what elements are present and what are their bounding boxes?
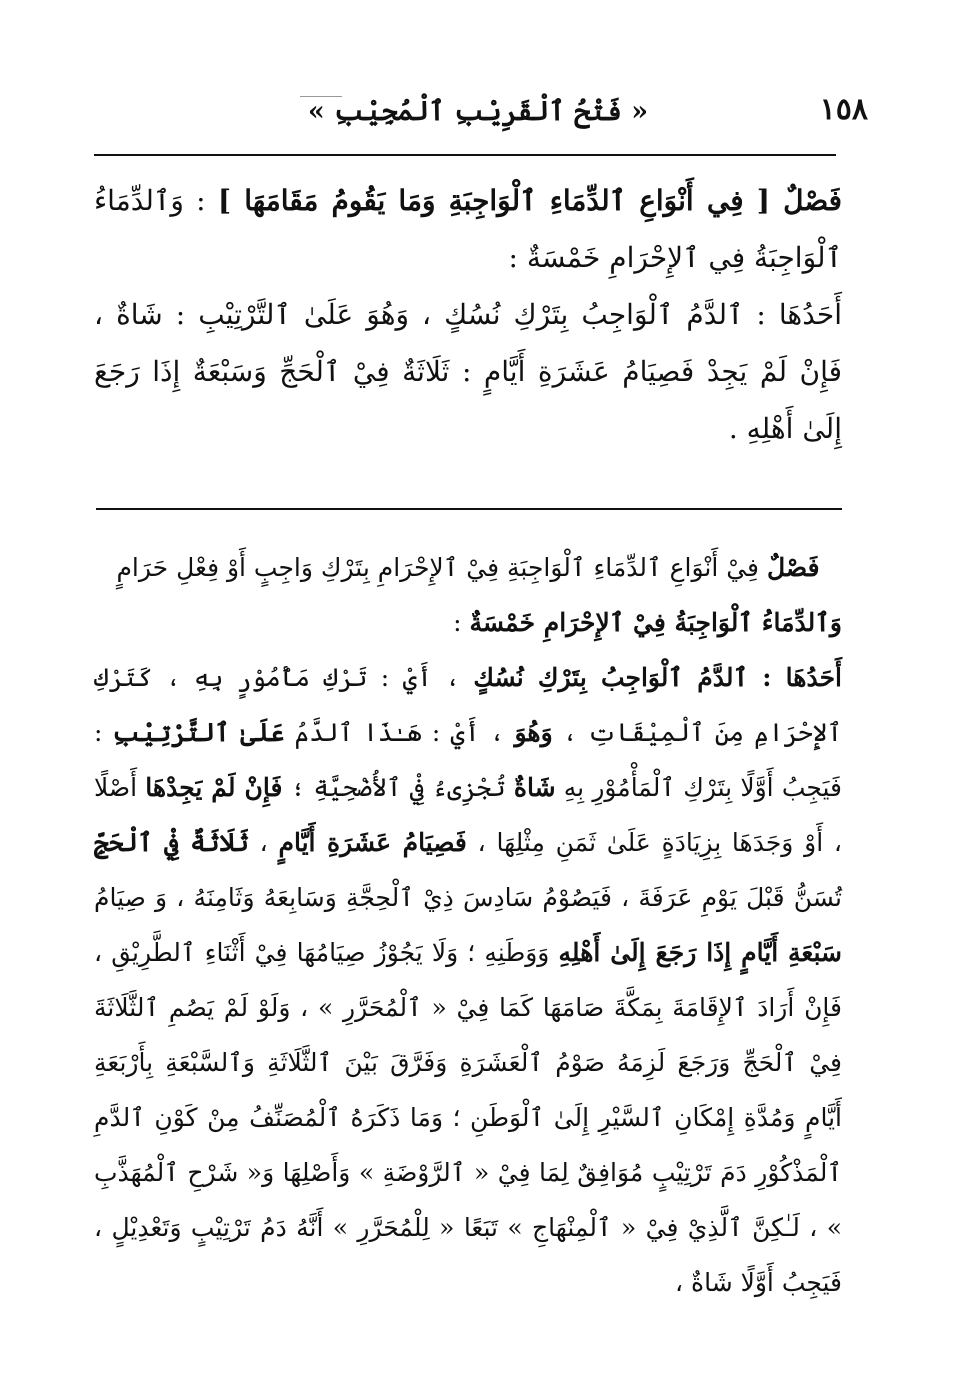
sharh-heading-rest: فِيْ أَنْوَاعِ ٱلدِّمَاءِ ٱلْوَاجِبَةِ فِيْ ٱلإِحْرَامِ بِتَرْكِ وَاجِبٍ أَوْ فِعْلِ حَرَامٍ [116, 553, 767, 582]
sharh-seg-16: سَبْعَةِ أَيَّامٍ إِذَا رَجَعَ إِلَىٰ أَهْلِهِ [558, 938, 842, 967]
matn-paragraph: أَحَدُهَا : ٱلدَّمُ ٱلْوَاجِبُ بِتَرْكِ نُسُكٍ ، وَهُوَ عَلَىٰ ٱلتَّرْتِيْبِ : شَاةٌ ، فَإِنْ لَمْ يَجِدْ فَصِيَامُ عَشَرَةِ أَيَّامٍ : ثَلَاثَةٌ فِيْ ٱلْحَجِّ وَسَبْعَةٌ إِذَا رَجَعَ إِلَىٰ أَهْلِهِ . [94, 298, 842, 445]
sharh-section [94, 540, 842, 1310]
section-divider [96, 508, 842, 510]
sharh-seg-5: ، أَيْ : هَـٰذَا ٱلدَّمُ [284, 718, 515, 747]
header-rule [94, 154, 836, 156]
sharh-seg-10: فَإِنْ لَمْ يَجِدْهَا [145, 773, 283, 802]
matn-heading [94, 172, 842, 286]
sharh-seg-2: ٱلدَّمُ ٱلْوَاجِبُ بِتَرْكِ نُسُكٍ [473, 663, 749, 692]
sharh-seg-6: عَلَىٰ ٱلتَّرْتِيْبِ [112, 718, 285, 747]
sharh-seg-7: : فَيَجِبُ أَوَّلًا بِتَرْكِ ٱلْمَأْمُوْرِ بِهِ [94, 718, 842, 802]
matn-heading-title: فَصْلٌ [ فِي أَنْوَاعِ ٱلدِّمَاءِ ٱلْوَاجِبَةِ وَمَا يَقُومُ مَقَامَهَا ] [217, 184, 842, 217]
sharh-body [94, 650, 842, 1310]
sharh-seg-9: تُجْزِىءُ فِيْ ٱلأُضْحِيَّةِ ؛ [282, 773, 514, 802]
sharh-seg-8: شَاةٌ [513, 773, 556, 802]
sharh-seg-4: وَهُوَ [514, 718, 553, 747]
running-title: « فَتْحُ ٱلْقَرِيْبِ ٱلْمُجِيْبِ » [307, 96, 649, 127]
sharh-seg-14: ثَلَاثَةٌ فِيْ ٱلْحَجِّ [94, 828, 249, 857]
sharh-seg-1: أَحَدُهَا : [748, 663, 842, 692]
sharh-seg-13: ، [248, 828, 279, 857]
matn-section [94, 172, 842, 457]
sharh-seg-12: فَصِيَامُ عَشَرَةِ أَيَّامٍ [278, 828, 467, 857]
sharh-intro-rest: : [453, 608, 470, 637]
sharh-heading [94, 540, 842, 595]
sharh-intro-bold: وَٱلدِّمَاءُ ٱلْوَاجِبَةُ فِيْ ٱلإِحْرَامِ خَمْسَةٌ [469, 608, 842, 637]
sharh-seg-17: وَوَطَنِهِ ؛ وَلَا يَجُوْزُ صِيَامُهَا فِيْ أَثْنَاءِ ٱلطَّرِيْقِ ، فَإِنْ أَرَادَ ٱلإِقَامَةَ بِمَكَّةَ صَامَهَا كَمَا فِيْ « ٱلْمُحَرَّرِ » ، وَلَوْ لَمْ يَصُمِ ٱلثَّلَاثَةَ فِيْ ٱلْحَجِّ وَرَجَعَ لَزِمَهُ صَوْمُ ٱلْعَشَرَةِ وَفَرَّقَ بَيْنَ ٱلثَّلَاثَةِ وَٱلسَّبْعَةِ بِأَرْبَعَةِ أَيَّامٍ وَمُدَّةِ إِمْكَانِ ٱلسَّيْرِ إِلَىٰ ٱلْوَطَنِ ؛ وَمَا ذَكَرَهُ ٱلْمُصَنِّفُ مِنْ كَوْنِ ٱلدَّمِ ٱلْمَذْكُوْرِ دَمَ تَرْتِيْبٍ مُوَافِقٌ لِمَا فِيْ « ٱلرَّوْضَةِ » وَأَصْلِهَا وَ« شَرْحِ ٱلْمُهَذَّبِ » ، لَـٰكِنَّ ٱلَّذِيْ فِيْ « ٱلْمِنْهَاجِ » تَبَعًا « لِلْمُحَرَّرِ » أَنَّهُ دَمُ تَرْتِيْبٍ وَتَعْدِيْلٍ ، فَيَجِبُ أَوَّلًا شَاةٌ ، [94, 938, 842, 1297]
sharh-heading-fasl: فَصْلٌ [766, 553, 820, 582]
sharh-seg-3: ، أَيْ : تَرْكِ مَأْمُوْرٍ بِهِ ، كَتَرْكِ ٱلإِحْرَامِ مِنَ ٱلْمِيْقَاتِ ، [94, 663, 842, 747]
sharh-seg-15: تُسَنُّ قَبْلَ يَوْمِ عَرَفَةَ ، فَيَصُوْمُ سَادِسَ ذِيْ ٱلْحِجَّةِ وَسَابِعَهُ وَثَامِنَهُ ، وَ صِيَامُ [94, 883, 842, 912]
matn-heading-rest: : وَٱلدِّمَاءُ ٱلْوَاجِبَةُ فِي ٱلإِحْرَامِ خَمْسَةٌ : [94, 184, 842, 274]
sharh-seg-11: أَصْلًا ، أَوْ وَجَدَهَا بِزِيَادَةٍ عَلَىٰ ثَمَنِ مِثْلِهَا ، [94, 773, 842, 857]
sharh-intro [94, 595, 842, 650]
page-number: ١٥٨ [819, 92, 868, 127]
